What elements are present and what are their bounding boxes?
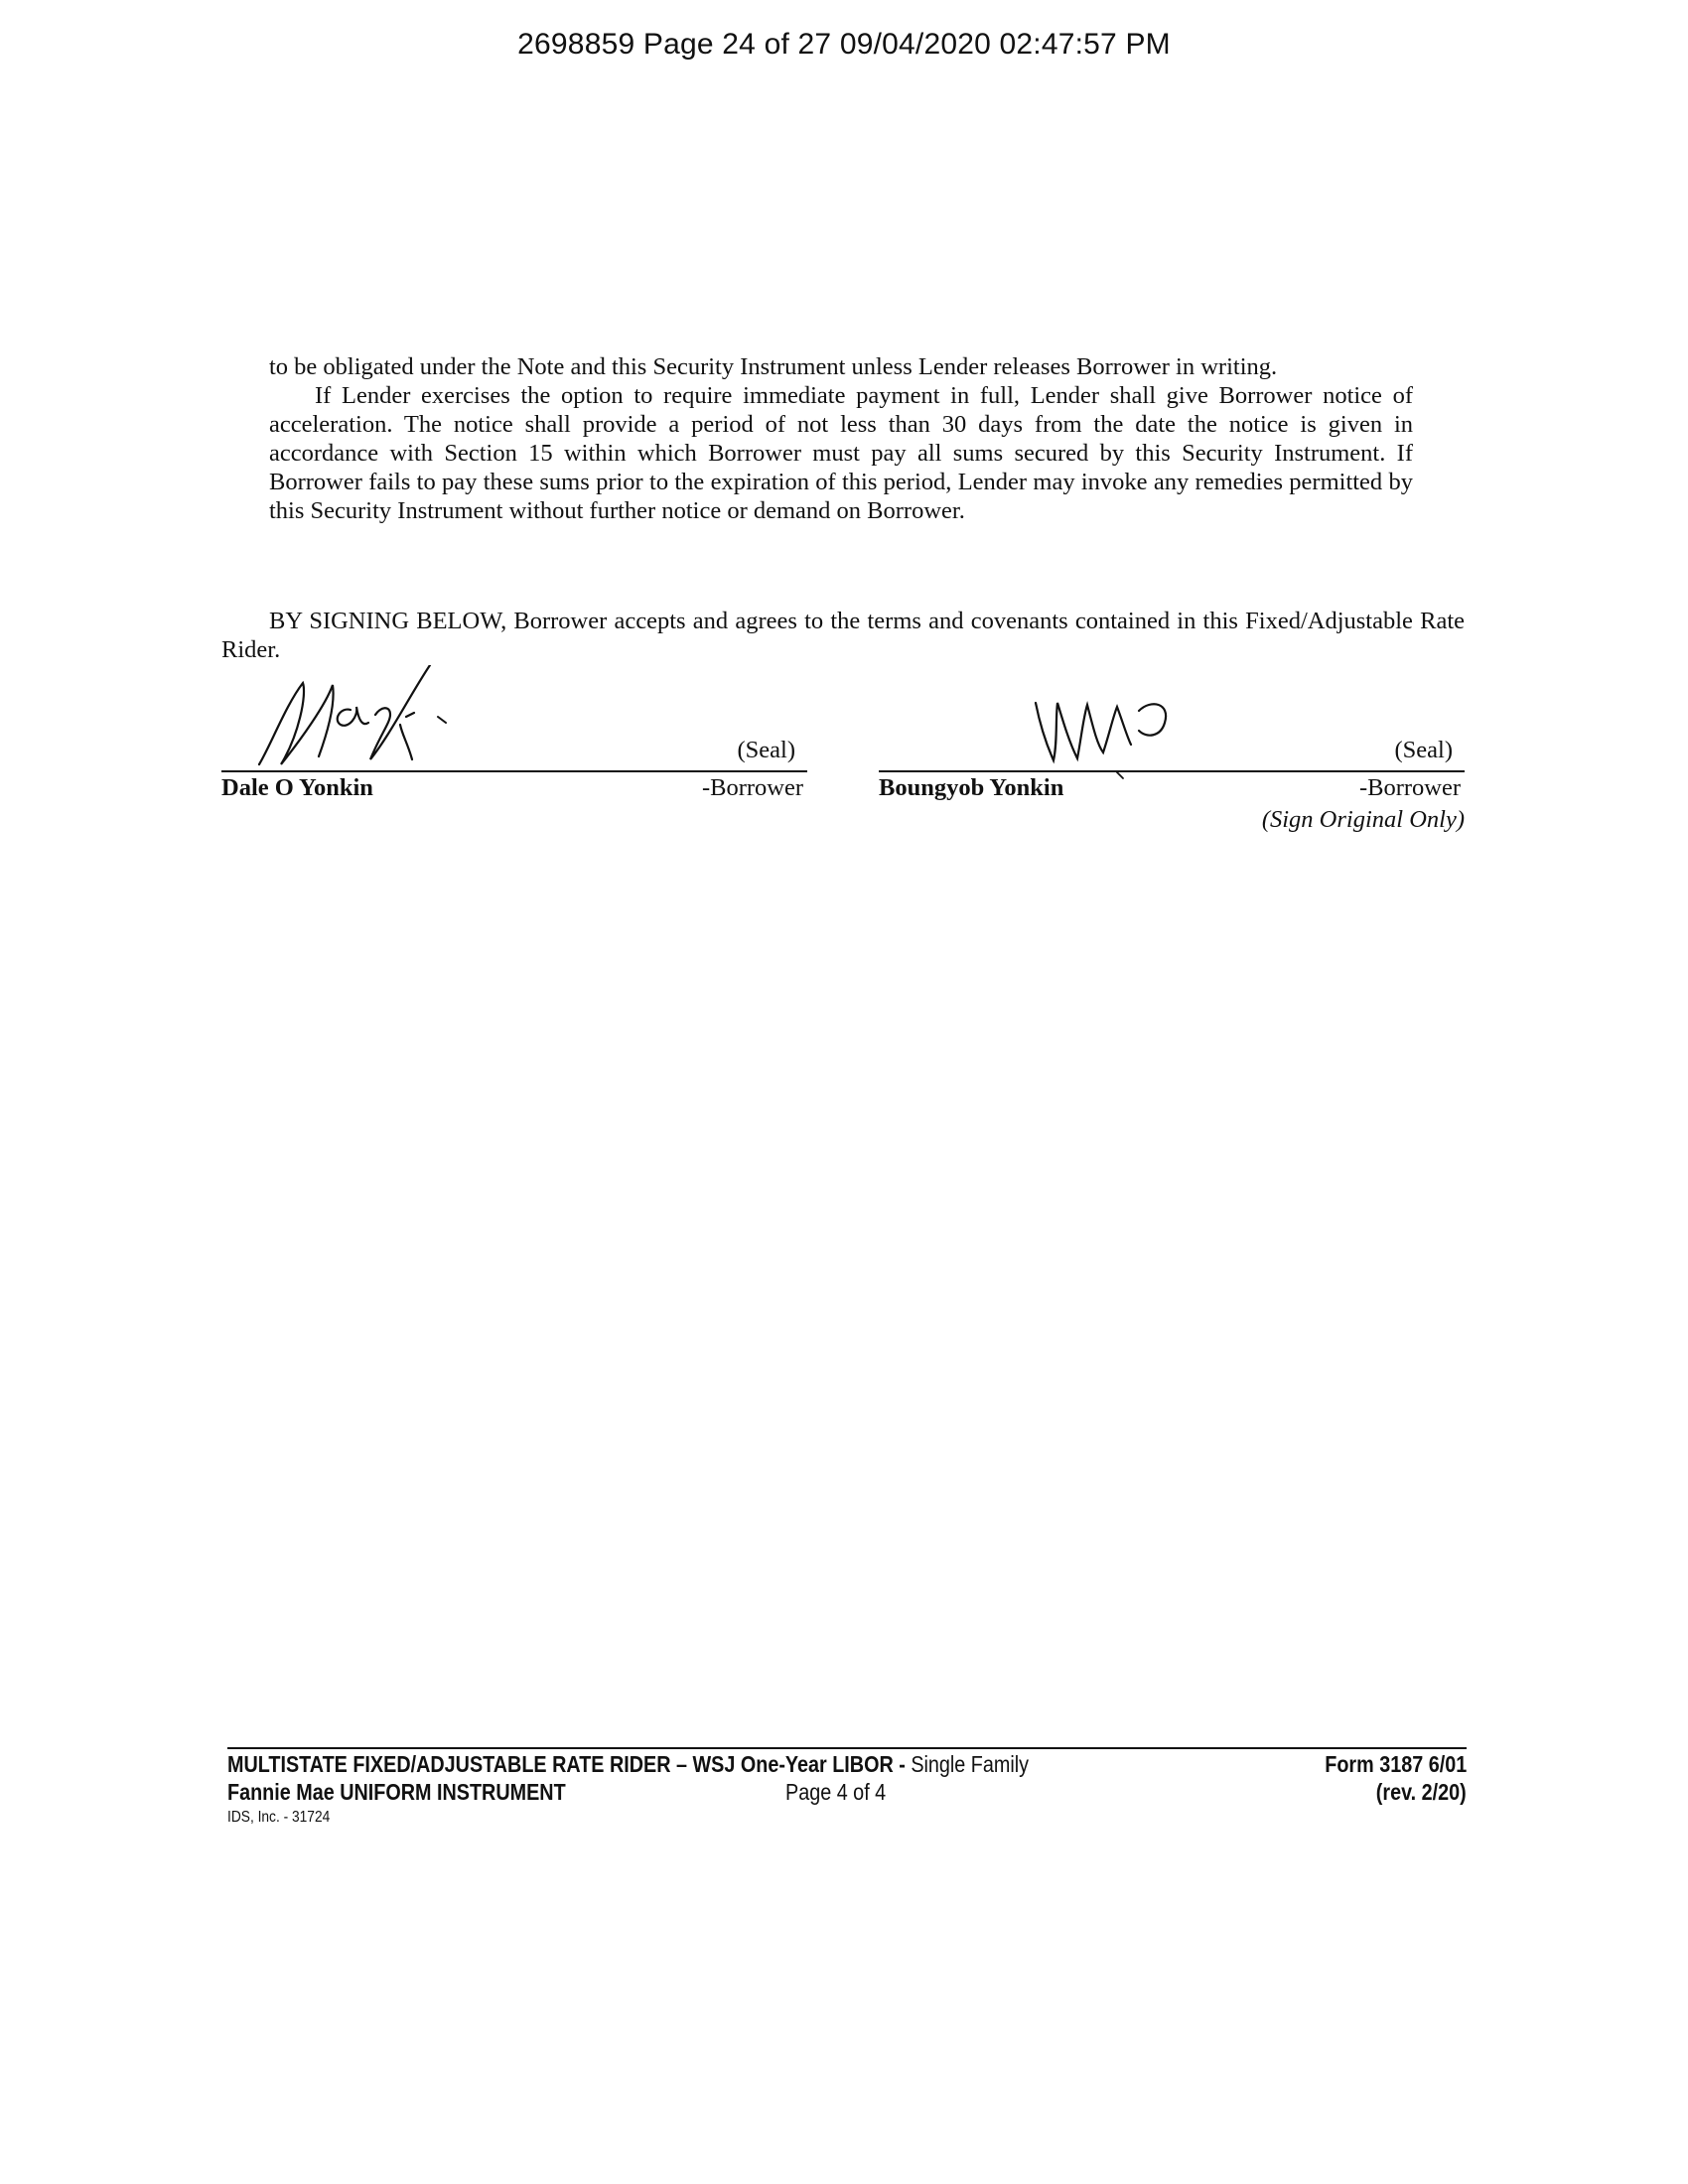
borrower-role: -Borrower (701, 774, 803, 801)
acceleration-paragraph: If Lender exercises the option to require immediate payment in full, Lender shall give Borrower notice of acceleration. The notice shall provide a period of not less than 30 days from the date the notice is given in accordance with Section 15 within which Borrower must pay all sums secured by this Security Instrument. If Borrower fails to pay these sums prior to the expiration of this period, Lender may invoke any remedies permitted by this Security Instrument without further notice or demand on Borrower. (269, 382, 1413, 524)
borrower-name: Boungyob Yonkin (879, 774, 1064, 801)
recording-stamp: 2698859 Page 24 of 27 09/04/2020 02:47:57 PM (517, 28, 1171, 61)
sign-original-note: (Sign Original Only) (1261, 806, 1465, 833)
seal-label: (Seal) (1394, 737, 1453, 763)
footer-form-number: Form 3187 6/01 (1325, 1751, 1467, 1777)
handwritten-signature-dale (241, 665, 470, 784)
agreement-text: BY SIGNING BELOW, Borrower accepts and agrees to the terms and covenants contained in this Fixed/Adjustable Rate Rider. (221, 608, 1465, 663)
signature-block-borrower-1 (221, 685, 807, 854)
signature-block-borrower-2 (879, 685, 1465, 854)
signature-line (221, 770, 807, 772)
footer-vendor-code: IDS, Inc. - 31724 (227, 1809, 331, 1826)
footer-title-bold: MULTISTATE FIXED/ADJUSTABLE RATE RIDER – WSJ One-Year LIBOR - (227, 1751, 912, 1777)
footer-revision: (rev. 2/20) (1376, 1779, 1467, 1805)
footer-page-number: Page 4 of 4 (785, 1779, 887, 1805)
continued-paragraph: to be obligated under the Note and this Security Instrument unless Lender releases Borrower in writing. (269, 353, 1278, 380)
footer-organization: Fannie Mae UNIFORM INSTRUMENT (227, 1779, 566, 1805)
footer-rule (227, 1747, 1467, 1749)
footer-form-title (227, 1751, 1029, 1778)
borrower-name: Dale O Yonkin (221, 774, 373, 801)
footer-title-light: Single Family (911, 1751, 1030, 1777)
borrower-role: -Borrower (1358, 774, 1461, 801)
seal-label: (Seal) (737, 737, 795, 763)
rider-body-text (269, 352, 1413, 525)
handwritten-signature-boungyob (1028, 683, 1177, 782)
signature-line (879, 770, 1465, 772)
signing-agreement (221, 607, 1465, 664)
